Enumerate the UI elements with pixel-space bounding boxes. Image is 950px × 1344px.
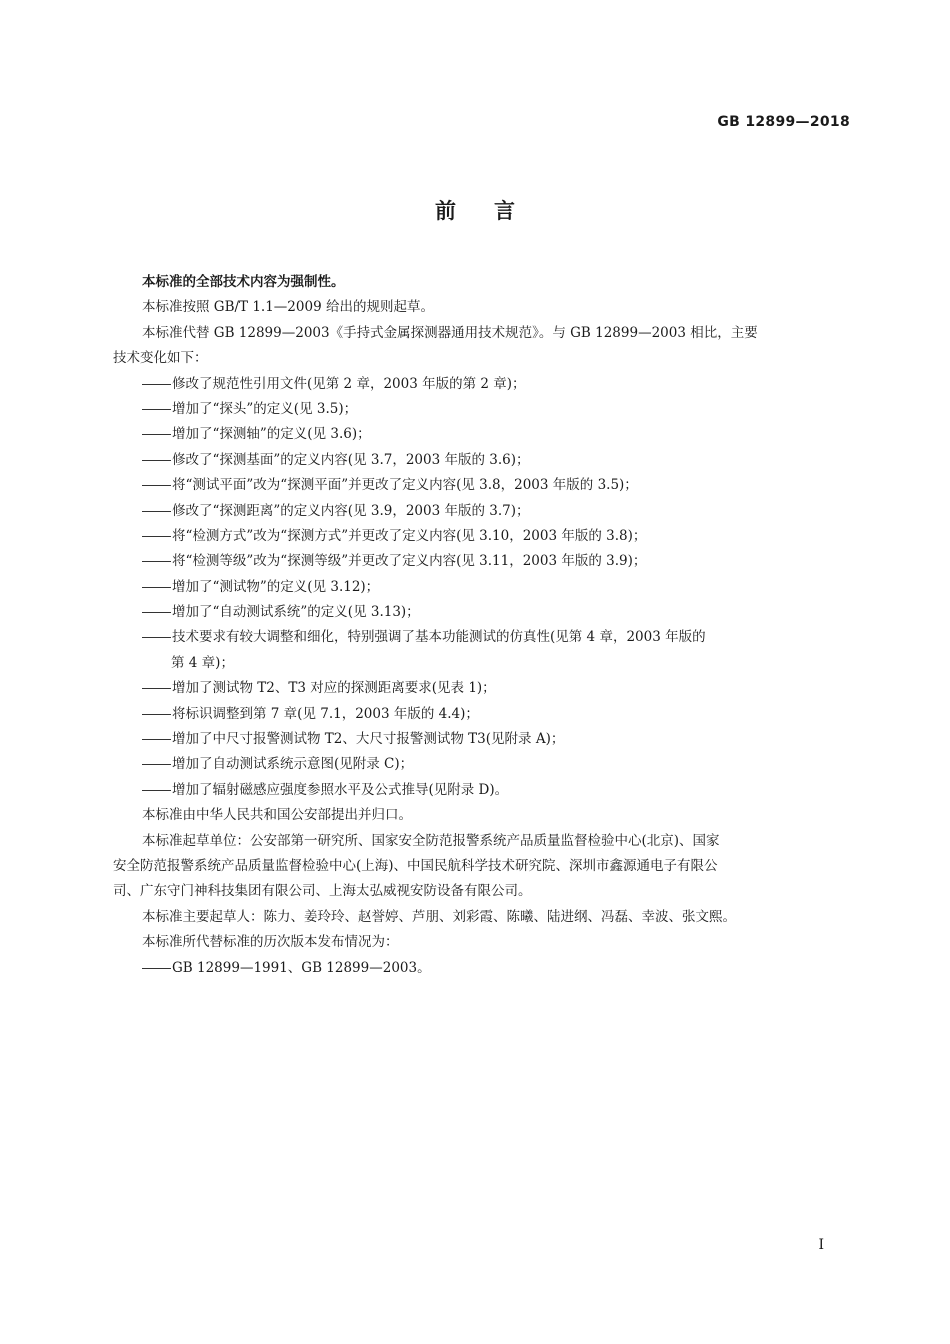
drafting-units-line-1: 本标准起草单位：公安部第一研究所、国家安全防范报警系统产品质量监督检验中心(北京)、国家 xyxy=(142,832,720,849)
dash-mark xyxy=(142,384,171,385)
page-number: I xyxy=(818,1237,824,1253)
change-item xyxy=(113,422,850,447)
dash-mark xyxy=(142,714,171,715)
proposed-by-paragraph: 本标准由中华人民共和国公安部提出并归口。 xyxy=(142,807,412,824)
dash-mark xyxy=(142,536,171,537)
change-item xyxy=(113,752,850,777)
dash-mark xyxy=(142,637,171,638)
change-item xyxy=(113,524,850,549)
change-text: 增加了“探头”的定义(见 3.5)； xyxy=(172,400,358,417)
change-text: 将标识调整到第 7 章(见 7.1，2003 年版的 4.4)； xyxy=(172,705,479,722)
change-item xyxy=(113,600,850,625)
dash-mark xyxy=(142,409,171,410)
drafters-paragraph: 本标准主要起草人：陈力、姜玲玲、赵誉婷、芦朋、刘彩霞、陈曦、陆进纲、冯磊、幸波、张文熙。 xyxy=(142,908,736,925)
change-text: 增加了中尺寸报警测试物 T2、大尺寸报警测试物 T3(见附录 A)； xyxy=(172,731,565,748)
replaces-paragraph-line-1: 本标准代替 GB 12899—2003《手持式金属探测器通用技术规范》。与 GB 12899—2003 相比，主要 xyxy=(142,324,758,341)
change-item xyxy=(113,702,850,727)
change-item xyxy=(113,676,850,701)
change-text: 将“检测方式”改为“探测方式”并更改了定义内容(见 3.10，2003 年版的 3.8)； xyxy=(172,527,647,544)
dash-mark xyxy=(142,434,171,435)
change-text: 增加了辐射磁感应强度参照水平及公式推导(见附录 D)。 xyxy=(172,781,509,798)
dash-mark xyxy=(142,739,171,740)
dash-mark xyxy=(142,688,171,689)
history-item xyxy=(113,956,850,981)
change-text: 修改了“探测距离”的定义内容(见 3.9，2003 年版的 3.7)； xyxy=(172,502,530,519)
dash-mark xyxy=(142,790,171,791)
change-item xyxy=(113,473,850,498)
document-body xyxy=(113,270,850,981)
change-item xyxy=(113,372,850,397)
change-text: 增加了自动测试系统示意图(见附录 C)； xyxy=(172,756,414,773)
page-title: 前言 xyxy=(435,199,553,223)
change-text: 将“检测等级”改为“探测等级”并更改了定义内容(见 3.11，2003 年版的 3.9)； xyxy=(172,553,647,570)
change-item xyxy=(113,727,850,752)
change-item-continuation: 第 4 章)； xyxy=(171,654,234,671)
dash-mark xyxy=(142,968,171,969)
dash-mark xyxy=(142,612,171,613)
history-intro: 本标准所代替标准的历次版本发布情况为： xyxy=(142,934,399,951)
change-text: 技术要求有较大调整和细化，特别强调了基本功能测试的仿真性(见第 4 章，2003 年版的 xyxy=(172,629,706,646)
change-item xyxy=(113,778,850,803)
drafting-units-line-3: 司、广东守门神科技集团有限公司、上海太弘威视安防设备有限公司。 xyxy=(113,883,532,900)
drafting-units-line-2: 安全防范报警系统产品质量监督检验中心(上海)、中国民航科学技术研究院、深圳市鑫源通电子有限公 xyxy=(113,857,718,874)
mandatory-statement: 本标准的全部技术内容为强制性。 xyxy=(142,274,345,290)
change-text: 增加了“自动测试系统”的定义(见 3.13)； xyxy=(172,604,420,621)
change-item xyxy=(113,575,850,600)
dash-mark xyxy=(142,485,171,486)
change-text: 增加了测试物 T2、T3 对应的探测距离要求(见表 1)； xyxy=(172,680,496,697)
change-item xyxy=(113,448,850,473)
dash-mark xyxy=(142,587,171,588)
change-text: 将“测试平面”改为“探测平面”并更改了定义内容(见 3.8，2003 年版的 3.5)； xyxy=(172,477,638,494)
dash-mark xyxy=(142,460,171,461)
standard-code: GB 12899—2018 xyxy=(717,114,850,130)
drafting-rule-paragraph: 本标准按照 GB/T 1.1—2009 给出的规则起草。 xyxy=(142,299,434,316)
dash-mark xyxy=(142,764,171,765)
change-item xyxy=(113,499,850,524)
change-item xyxy=(113,549,850,574)
change-item xyxy=(113,625,850,650)
history-text: GB 12899—1991、GB 12899—2003。 xyxy=(172,959,431,976)
replaces-paragraph-line-2: 技术变化如下： xyxy=(113,350,208,367)
change-text: 增加了“测试物”的定义(见 3.12)； xyxy=(172,578,380,595)
change-item xyxy=(113,397,850,422)
change-text: 增加了“探测轴”的定义(见 3.6)； xyxy=(172,426,371,443)
change-text: 修改了“探测基面”的定义内容(见 3.7，2003 年版的 3.6)； xyxy=(172,451,530,468)
dash-mark xyxy=(142,511,171,512)
change-text: 修改了规范性引用文件(见第 2 章，2003 年版的第 2 章)； xyxy=(172,375,526,392)
dash-mark xyxy=(142,561,171,562)
